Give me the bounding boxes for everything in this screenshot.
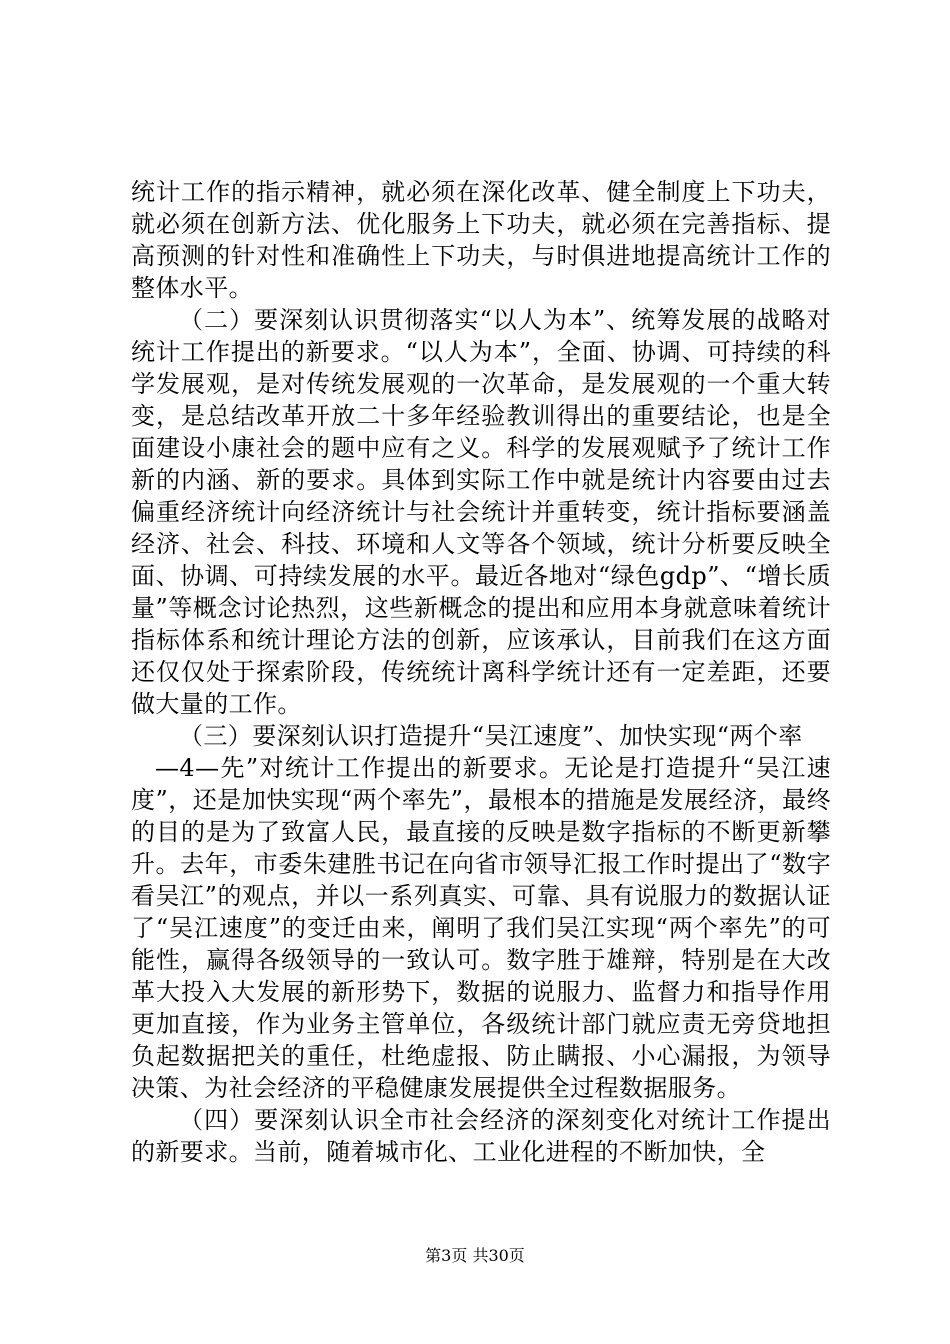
paragraph-section-4: （四）要深刻认识全市社会经济的深刻变化对统计工作提出的新要求。当前，随着城市化、工业化进程的不断加快，全	[131, 1106, 831, 1166]
page-footer: 第3页 共30页	[425, 1246, 525, 1265]
document-body	[131, 176, 831, 1168]
paragraph-section-2: （二）要深刻认识贯彻落实“以人为本”、统筹发展的战略对统计工作提出的新要求。“以人为本”，全面、协调、可持续的科学发展观，是对传统发展观的一次革命，是发展观的一个重大转变，是总结改革开放二十多年经验教训得出的重要结论，也是全面建设小康社会的题中应有之义。科学的发展观赋予了统计工作新的内涵、新的要求。具体到实际工作中就是统计内容要由过去偏重经济统计向经济统计与社会统计并重转变，统计指标要涵盖经济、社会、科技、环境和人文等各个领域，统计分析要反映全面、协调、可持续发展的水平。最近各地对“绿色gdp”、“增长质量”等概念讨论热烈，这些新概念的提出和应用本身就意味着统计指标体系和统计理论方法的创新，应该承认，目前我们在这方面还仅仅处于探索阶段，传统统计离科学统计还有一定差距，还要做大量的工作。	[131, 306, 831, 718]
paragraph-section-3-body: —4—先”对统计工作提出的新要求。无论是打造提升“吴江速度”，还是加快实现“两个率先”，最根本的措施是发展经济，最终的目的是为了致富人民，最直接的反映是数字指标的不断更新攀升。去年，市委朱建胜书记在向省市领导汇报工作时提出了“数字看吴江”的观点，并以一系列真实、可靠、具有说服力的数据认证了“吴江速度”的变迁由来，阐明了我们吴江实现“两个率先”的可能性，赢得各级领导的一致认可。数字胜于雄辩，特别是在大改革大投入大发展的新形势下，数据的说服力、监督力和指导作用更加直接，作为业务主管单位，各级统计部门就应责无旁贷地担负起数据把关的重任，杜绝虚报、防止瞒报、小心漏报，为领导决策、为社会经济的平稳健康发展提供全过程数据服务。	[131, 754, 831, 1102]
paragraph-section-3-heading: （三）要深刻认识打造提升“吴江速度”、加快实现“两个率	[179, 722, 803, 750]
paragraph-continuation: 统计工作的指示精神，就必须在深化改革、健全制度上下功夫，就必须在创新方法、优化服务上下功夫，就必须在完善指标、提高预测的针对性和准确性上下功夫，与时俱进地提高统计工作的整体水平。	[131, 178, 831, 302]
